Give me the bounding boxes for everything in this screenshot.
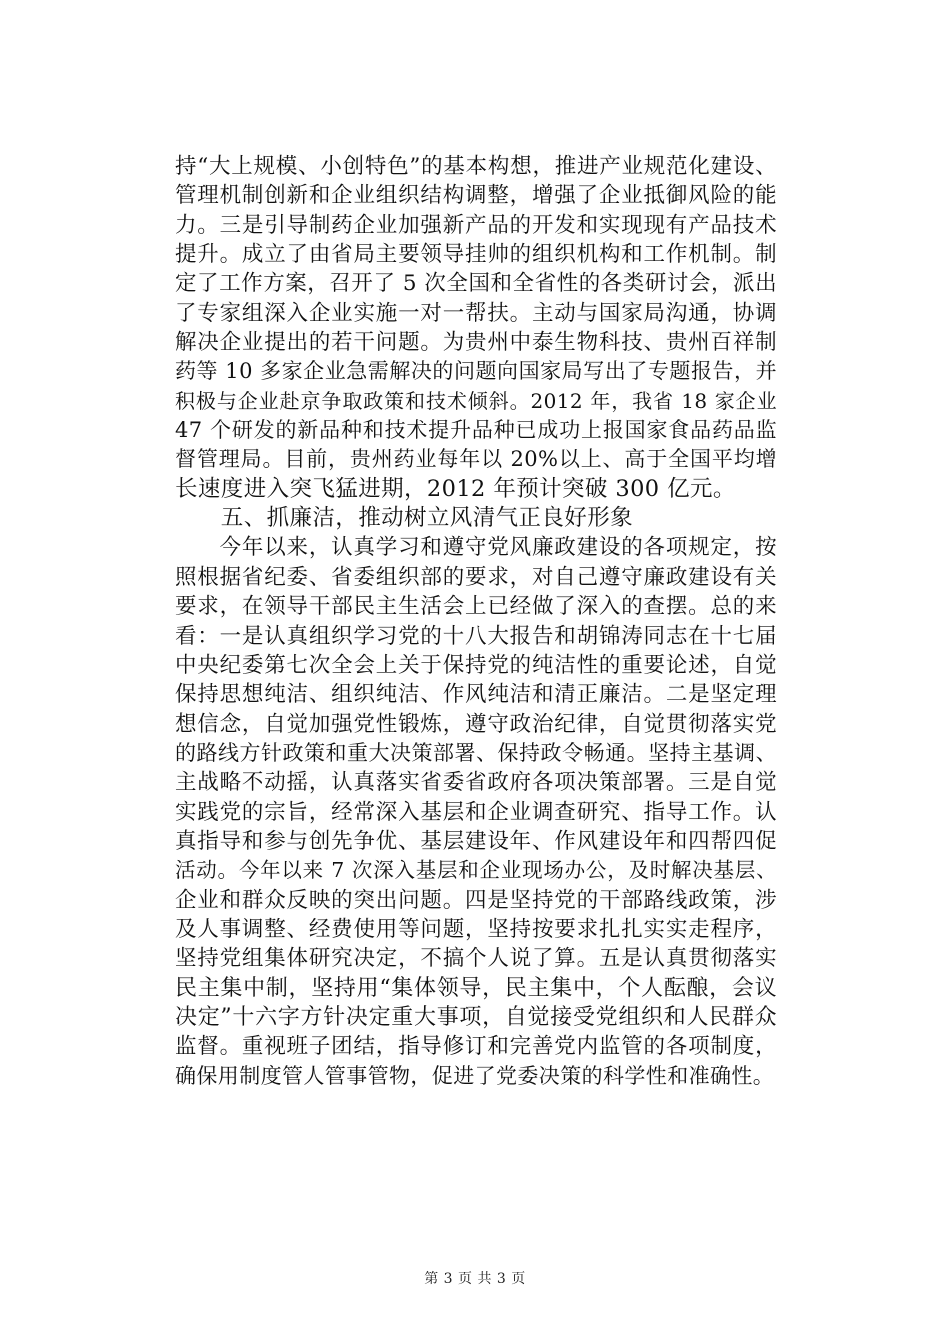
text-line: 坚持党组集体研究决定，不搞个人说了算。五是认真贯彻落实 (175, 946, 777, 972)
text-line: 持“大上规模、小创特色”的基本构想，推进产业规范化建设、 (175, 154, 777, 179)
text-line: 活动。今年以来 7 次深入基层和企业现场办公，及时解决基层、 (175, 858, 777, 883)
text-line: 中央纪委第七次全会上关于保持党的纯洁性的重要论述，自觉 (175, 652, 777, 678)
section-heading: 五、抓廉洁，推动树立风清气正良好形象 (175, 505, 634, 532)
text-line: 民主集中制，坚持用“集体领导，民主集中，个人酝酿，会议 (175, 975, 777, 1001)
text-line: 解决企业提出的若干问题。为贵州中泰生物科技、贵州百祥制 (175, 330, 777, 356)
text-line: 照根据省纪委、省委组织部的要求，对自己遵守廉政建设有关 (175, 564, 777, 590)
text-line: 企业和群众反映的突出问题。四是坚持党的干部路线政策，涉 (175, 887, 777, 913)
text-line: 管理机制创新和企业组织结构调整，增强了企业抵御风险的能 (175, 183, 777, 209)
text-line: 47 个研发的新品种和技术提升品种已成功上报国家食品药品监 (175, 418, 777, 443)
text-line: 监督。重视班子团结，指导修订和完善党内监管的各项制度， (175, 1034, 777, 1060)
text-line: 主战略不动摇，认真落实省委省政府各项决策部署。三是自觉 (175, 770, 777, 796)
text-line: 定了工作方案，召开了 5 次全国和全省性的各类研讨会，派出 (175, 271, 777, 297)
text-line: 想信念，自觉加强党性锻炼，遵守政治纪律，自觉贯彻落实党 (175, 711, 777, 737)
text-line: 的路线方针政策和重大决策部署、保持政令畅通。坚持主基调、 (175, 740, 777, 765)
text-line: 了专家组深入企业实施一对一帮扶。主动与国家局沟通，协调 (175, 300, 777, 326)
text-line: 积极与企业赴京争取政策和技术倾斜。2012 年，我省 18 家企业 (175, 388, 777, 413)
text-line: 药等 10 多家企业急需解决的问题向国家局写出了专题报告，并 (175, 359, 777, 384)
document-body (175, 152, 777, 1091)
text-line: 督管理局。目前，贵州药业每年以 20%以上、高于全国平均增 (175, 447, 777, 472)
text-line: 今年以来，认真学习和遵守党风廉政建设的各项规定，按 (175, 535, 777, 561)
text-line: 提升。成立了由省局主要领导挂帅的组织机构和工作机制。制 (175, 242, 777, 268)
text-line: 及人事调整、经费使用等问题，坚持按要求扎扎实实走程序， (175, 916, 777, 942)
text-line: 要求，在领导干部民主生活会上已经做了深入的查摆。总的来 (175, 594, 777, 620)
text-line: 确保用制度管人管事管物，促进了党委决策的科学性和准确性。 (175, 1063, 775, 1088)
page-number: 第 3 页 共 3 页 (424, 1271, 526, 1287)
text-line: 力。三是引导制药企业加强新产品的开发和实现现有产品技术 (175, 212, 777, 238)
text-line: 看：一是认真组织学习党的十八大报告和胡锦涛同志在十七届 (175, 623, 777, 649)
text-line: 实践党的宗旨，经常深入基层和企业调查研究、指导工作。认 (175, 799, 777, 825)
text-line: 长速度进入突飞猛进期，2012 年预计突破 300 亿元。 (175, 475, 736, 502)
text-line: 决定”十六字方针决定重大事项，自觉接受党组织和人民群众 (175, 1004, 777, 1030)
text-line: 真指导和参与创先争优、基层建设年、作风建设年和四帮四促 (175, 828, 777, 854)
text-line: 保持思想纯洁、组织纯洁、作风纯洁和清正廉洁。二是坚定理 (175, 682, 777, 708)
page-footer (0, 1268, 950, 1288)
